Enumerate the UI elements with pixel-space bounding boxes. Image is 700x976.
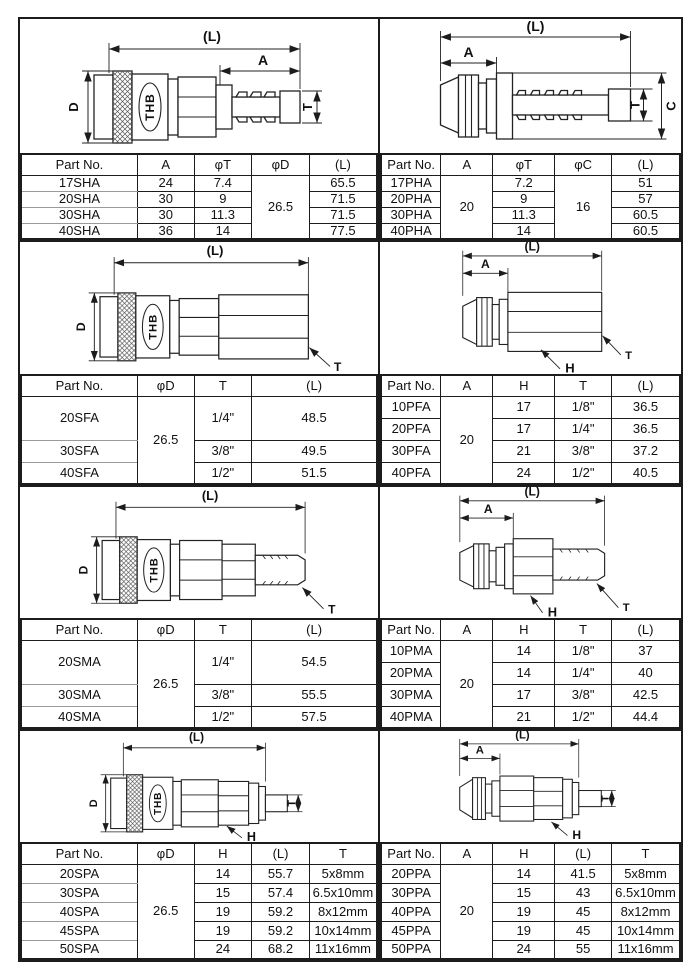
table-cell: 49.5 <box>252 440 377 462</box>
pha-pane <box>380 19 681 240</box>
table-cell: 20PMA <box>381 662 441 684</box>
sha-table <box>20 153 378 240</box>
dim-label-A: A <box>483 501 493 516</box>
table-row <box>381 462 680 484</box>
table-cell: 7.4 <box>194 175 252 191</box>
table-cell: 21 <box>493 706 555 728</box>
table-cell: 17 <box>493 396 555 418</box>
sfa-table <box>20 374 378 485</box>
table-cell: 37.2 <box>612 440 681 462</box>
table-header-row <box>21 619 377 640</box>
table-cell: 7.2 <box>493 175 555 191</box>
table-cell: 15 <box>194 883 252 902</box>
table-cell: 36.5 <box>612 418 681 440</box>
table-cell: 20PHA <box>381 191 441 207</box>
table-cell: 30PMA <box>381 684 441 706</box>
column-header: (L) <box>252 619 377 640</box>
table-cell: 57.5 <box>252 706 377 728</box>
dim-label-L: (L) <box>526 19 545 34</box>
table-cell: 57.4 <box>252 883 310 902</box>
table-cell: 1/2" <box>555 706 612 728</box>
table-cell: 20 <box>441 396 493 484</box>
table-cell: 20SFA <box>21 396 137 440</box>
table-cell: 1/4" <box>194 640 252 684</box>
sma-table <box>20 618 378 729</box>
table-row <box>21 462 377 484</box>
dim-label-L: (L) <box>188 731 204 745</box>
column-header: T <box>612 843 681 864</box>
column-header: Part No. <box>21 375 137 396</box>
table-cell: 3/8" <box>194 684 252 706</box>
table-cell: 14 <box>194 223 252 239</box>
spa-table <box>20 842 378 960</box>
column-header: T <box>309 843 377 864</box>
table-cell: 42.5 <box>612 684 681 706</box>
table-cell: 71.5 <box>309 191 377 207</box>
table-row <box>21 940 377 959</box>
table-cell: 26.5 <box>137 640 194 728</box>
table-cell: 57 <box>612 191 681 207</box>
column-header: (L) <box>252 375 377 396</box>
column-header: A <box>137 154 194 175</box>
table-cell: 21 <box>493 440 555 462</box>
table-cell: 19 <box>194 902 252 921</box>
table-cell: 77.5 <box>309 223 377 239</box>
table-header-row <box>21 154 377 175</box>
spa-pane <box>20 731 380 960</box>
column-header: φD <box>137 375 194 396</box>
table-cell: 26.5 <box>137 396 194 484</box>
table-row <box>381 921 680 940</box>
table-cell: 16 <box>555 175 612 239</box>
table-cell: 26.5 <box>252 175 310 239</box>
table-cell: 9 <box>493 191 555 207</box>
table-cell: 30 <box>137 207 194 223</box>
section-spa-ppa <box>18 731 683 962</box>
table-cell: 5x8mm <box>309 864 377 883</box>
pfa-table <box>380 374 681 485</box>
table-cell: 40SHA <box>21 223 137 239</box>
ppa-table <box>380 842 681 960</box>
table-cell: 40SPA <box>21 902 137 921</box>
column-header: φC <box>555 154 612 175</box>
pma-table <box>380 618 681 729</box>
table-cell: 1/2" <box>194 462 252 484</box>
logo-text: THB <box>148 557 161 583</box>
table-cell: 54.5 <box>252 640 377 684</box>
column-header: (L) <box>252 843 310 864</box>
table-cell: 20PFA <box>381 418 441 440</box>
column-header: T <box>555 375 612 396</box>
table-cell: 40 <box>612 662 681 684</box>
table-cell: 24 <box>493 940 555 959</box>
column-header: (L) <box>309 154 377 175</box>
dim-label-A: A <box>480 257 490 272</box>
drawing-socket-hose-barb <box>20 19 378 153</box>
table-cell: 37 <box>612 640 681 662</box>
table-cell: 45 <box>555 902 612 921</box>
table-cell: 6.5x10mm <box>309 883 377 902</box>
table-cell: 59.2 <box>252 902 310 921</box>
table-cell: 8x12mm <box>309 902 377 921</box>
table-cell: 11x16mm <box>309 940 377 959</box>
table-cell: 40SMA <box>21 706 137 728</box>
column-header: H <box>493 619 555 640</box>
dim-label-A: A <box>463 44 474 60</box>
table-cell: 1/8" <box>555 640 612 662</box>
column-header: H <box>493 843 555 864</box>
table-cell: 24 <box>493 462 555 484</box>
table-header-row <box>21 375 377 396</box>
dim-label-L: (L) <box>203 28 221 44</box>
dim-label-L: (L) <box>206 243 224 259</box>
table-row <box>381 864 680 883</box>
table-cell: 14 <box>493 864 555 883</box>
table-cell: 11.3 <box>493 207 555 223</box>
table-cell: 8x12mm <box>612 902 681 921</box>
pma-pane <box>380 487 681 729</box>
table-cell: 20SPA <box>21 864 137 883</box>
dim-label-D: D <box>88 799 101 808</box>
table-row <box>381 191 680 207</box>
dim-label-C: C <box>663 101 679 111</box>
dim-label-D: D <box>73 322 88 332</box>
column-header: Part No. <box>21 154 137 175</box>
dim-label-T: T <box>625 350 633 363</box>
table-row <box>381 684 680 706</box>
table-row <box>21 440 377 462</box>
pha-table <box>380 153 681 240</box>
column-header: Part No. <box>21 843 137 864</box>
table-cell: 9 <box>194 191 252 207</box>
table-cell: 44.4 <box>612 706 681 728</box>
sfa-pane <box>20 242 380 485</box>
table-cell: 50SPA <box>21 940 137 959</box>
table-cell: 30 <box>137 191 194 207</box>
table-row <box>381 902 680 921</box>
dim-label-H: H <box>565 360 575 374</box>
drawing-plug-hose-stem <box>380 731 681 842</box>
column-header: T <box>555 619 612 640</box>
sha-pane <box>20 19 380 240</box>
pfa-pane <box>380 242 681 485</box>
column-header: Part No. <box>381 375 441 396</box>
dim-label-D: D <box>76 565 91 575</box>
table-cell: 17PHA <box>381 175 441 191</box>
table-header-row <box>381 619 680 640</box>
drawing-socket-female-thread <box>20 242 378 374</box>
column-header: (L) <box>612 154 681 175</box>
drawing-plug-hose-barb <box>380 19 681 153</box>
dim-label-T: T <box>285 799 298 807</box>
table-cell: 1/4" <box>555 418 612 440</box>
table-cell: 3/8" <box>194 440 252 462</box>
column-header: φT <box>493 154 555 175</box>
table-cell: 55.5 <box>252 684 377 706</box>
table-cell: 40PHA <box>381 223 441 239</box>
column-header: Part No. <box>381 843 441 864</box>
table-cell: 30SHA <box>21 207 137 223</box>
column-header: T <box>194 619 252 640</box>
table-cell: 20 <box>441 864 493 959</box>
table-cell: 30SFA <box>21 440 137 462</box>
table-row <box>21 864 377 883</box>
section-sma-pma <box>18 487 683 731</box>
table-cell: 1/4" <box>555 662 612 684</box>
table-cell: 60.5 <box>612 207 681 223</box>
table-row <box>381 940 680 959</box>
table-cell: 10x14mm <box>309 921 377 940</box>
dim-label-D: D <box>66 102 81 112</box>
table-cell: 19 <box>493 921 555 940</box>
column-header: (L) <box>612 375 681 396</box>
dim-label-T: T <box>300 103 315 111</box>
table-cell: 48.5 <box>252 396 377 440</box>
table-row <box>381 418 680 440</box>
dim-label-A: A <box>475 744 484 757</box>
table-cell: 55 <box>555 940 612 959</box>
table-cell: 45SPA <box>21 921 137 940</box>
table-row <box>381 640 680 662</box>
table-cell: 43 <box>555 883 612 902</box>
drawing-plug-male-thread <box>380 487 681 618</box>
table-cell: 17 <box>493 418 555 440</box>
table-row <box>21 684 377 706</box>
table-cell: 65.5 <box>309 175 377 191</box>
table-row <box>381 440 680 462</box>
table-cell: 30SMA <box>21 684 137 706</box>
column-header: Part No. <box>381 619 441 640</box>
column-header: Part No. <box>381 154 441 175</box>
table-cell: 24 <box>194 940 252 959</box>
dim-label-L: (L) <box>201 487 219 503</box>
logo-text: THB <box>147 313 160 340</box>
column-header: φT <box>194 154 252 175</box>
table-cell: 40.5 <box>612 462 681 484</box>
table-cell: 40SFA <box>21 462 137 484</box>
table-row <box>381 175 680 191</box>
table-cell: 17SHA <box>21 175 137 191</box>
table-row <box>381 223 680 239</box>
column-header: φD <box>252 154 310 175</box>
table-cell: 1/4" <box>194 396 252 440</box>
dim-label-L: (L) <box>524 487 540 499</box>
table-row <box>381 706 680 728</box>
table-cell: 45 <box>555 921 612 940</box>
table-row <box>21 706 377 728</box>
dim-label-T: T <box>627 101 643 109</box>
catalog-content <box>18 17 683 962</box>
dim-label-T: T <box>600 795 612 802</box>
column-header: A <box>441 154 493 175</box>
ppa-pane <box>380 731 681 960</box>
table-cell: 6.5x10mm <box>612 883 681 902</box>
drawing-socket-male-thread <box>20 487 378 618</box>
table-cell: 1/8" <box>555 396 612 418</box>
table-cell: 11x16mm <box>612 940 681 959</box>
column-header: A <box>441 619 493 640</box>
table-row <box>21 175 377 191</box>
column-header: H <box>493 375 555 396</box>
dim-label-H: H <box>547 604 558 618</box>
section-sha-pha <box>18 17 683 242</box>
table-cell: 59.2 <box>252 921 310 940</box>
column-header: φD <box>137 843 194 864</box>
section-sfa-pfa <box>18 242 683 487</box>
table-row <box>21 902 377 921</box>
sma-pane <box>20 487 380 729</box>
column-header: A <box>441 375 493 396</box>
table-cell: 1/2" <box>555 462 612 484</box>
table-cell: 11.3 <box>194 207 252 223</box>
table-row <box>381 883 680 902</box>
table-row <box>21 921 377 940</box>
table-cell: 30SPA <box>21 883 137 902</box>
table-cell: 24 <box>137 175 194 191</box>
logo-text: THB <box>153 791 165 815</box>
table-cell: 36 <box>137 223 194 239</box>
dim-label-A: A <box>257 52 269 68</box>
table-cell: 26.5 <box>137 864 194 959</box>
table-row <box>381 207 680 223</box>
table-cell: 17 <box>493 684 555 706</box>
table-cell: 10PFA <box>381 396 441 418</box>
drawing-plug-female-thread <box>380 242 681 374</box>
table-cell: 10x14mm <box>612 921 681 940</box>
table-cell: 30PHA <box>381 207 441 223</box>
table-cell: 30PPA <box>381 883 441 902</box>
column-header: (L) <box>612 619 681 640</box>
dim-label-T: T <box>328 602 336 617</box>
table-cell: 20 <box>441 640 493 728</box>
drawing-socket-hose-stem <box>20 731 378 842</box>
table-cell: 68.2 <box>252 940 310 959</box>
table-header-row <box>381 843 680 864</box>
table-cell: 20SMA <box>21 640 137 684</box>
table-cell: 5x8mm <box>612 864 681 883</box>
table-cell: 14 <box>493 662 555 684</box>
table-cell: 1/2" <box>194 706 252 728</box>
table-cell: 20SHA <box>21 191 137 207</box>
logo-text: THB <box>143 93 157 121</box>
table-cell: 51 <box>612 175 681 191</box>
column-header: φD <box>137 619 194 640</box>
table-cell: 71.5 <box>309 207 377 223</box>
table-cell: 19 <box>493 902 555 921</box>
table-header-row <box>381 375 680 396</box>
table-cell: 20PPA <box>381 864 441 883</box>
table-row <box>21 207 377 223</box>
table-header-row <box>21 843 377 864</box>
table-cell: 14 <box>194 864 252 883</box>
table-row <box>381 396 680 418</box>
table-cell: 14 <box>493 640 555 662</box>
column-header: Part No. <box>21 619 137 640</box>
dim-label-L: (L) <box>515 731 530 742</box>
table-cell: 50PPA <box>381 940 441 959</box>
table-cell: 3/8" <box>555 684 612 706</box>
table-row <box>21 396 377 440</box>
column-header: H <box>194 843 252 864</box>
column-header: (L) <box>555 843 612 864</box>
table-cell: 3/8" <box>555 440 612 462</box>
table-row <box>21 223 377 239</box>
table-cell: 60.5 <box>612 223 681 239</box>
table-cell: 41.5 <box>555 864 612 883</box>
table-cell: 15 <box>493 883 555 902</box>
table-cell: 40PPA <box>381 902 441 921</box>
table-row <box>381 662 680 684</box>
table-cell: 55.7 <box>252 864 310 883</box>
table-cell: 14 <box>493 223 555 239</box>
table-row <box>21 883 377 902</box>
dim-label-T: T <box>333 360 342 374</box>
dim-label-L: (L) <box>524 242 540 254</box>
table-cell: 19 <box>194 921 252 940</box>
table-row <box>21 640 377 684</box>
table-header-row <box>381 154 680 175</box>
dim-label-H: H <box>572 827 582 842</box>
table-cell: 51.5 <box>252 462 377 484</box>
column-header: A <box>441 843 493 864</box>
table-row <box>21 191 377 207</box>
table-cell: 40PMA <box>381 706 441 728</box>
column-header: T <box>194 375 252 396</box>
table-cell: 30PFA <box>381 440 441 462</box>
table-cell: 10PMA <box>381 640 441 662</box>
table-cell: 45PPA <box>381 921 441 940</box>
table-cell: 20 <box>441 175 493 239</box>
table-cell: 40PFA <box>381 462 441 484</box>
table-cell: 36.5 <box>612 396 681 418</box>
dim-label-T: T <box>622 602 630 615</box>
dim-label-H: H <box>246 830 257 842</box>
